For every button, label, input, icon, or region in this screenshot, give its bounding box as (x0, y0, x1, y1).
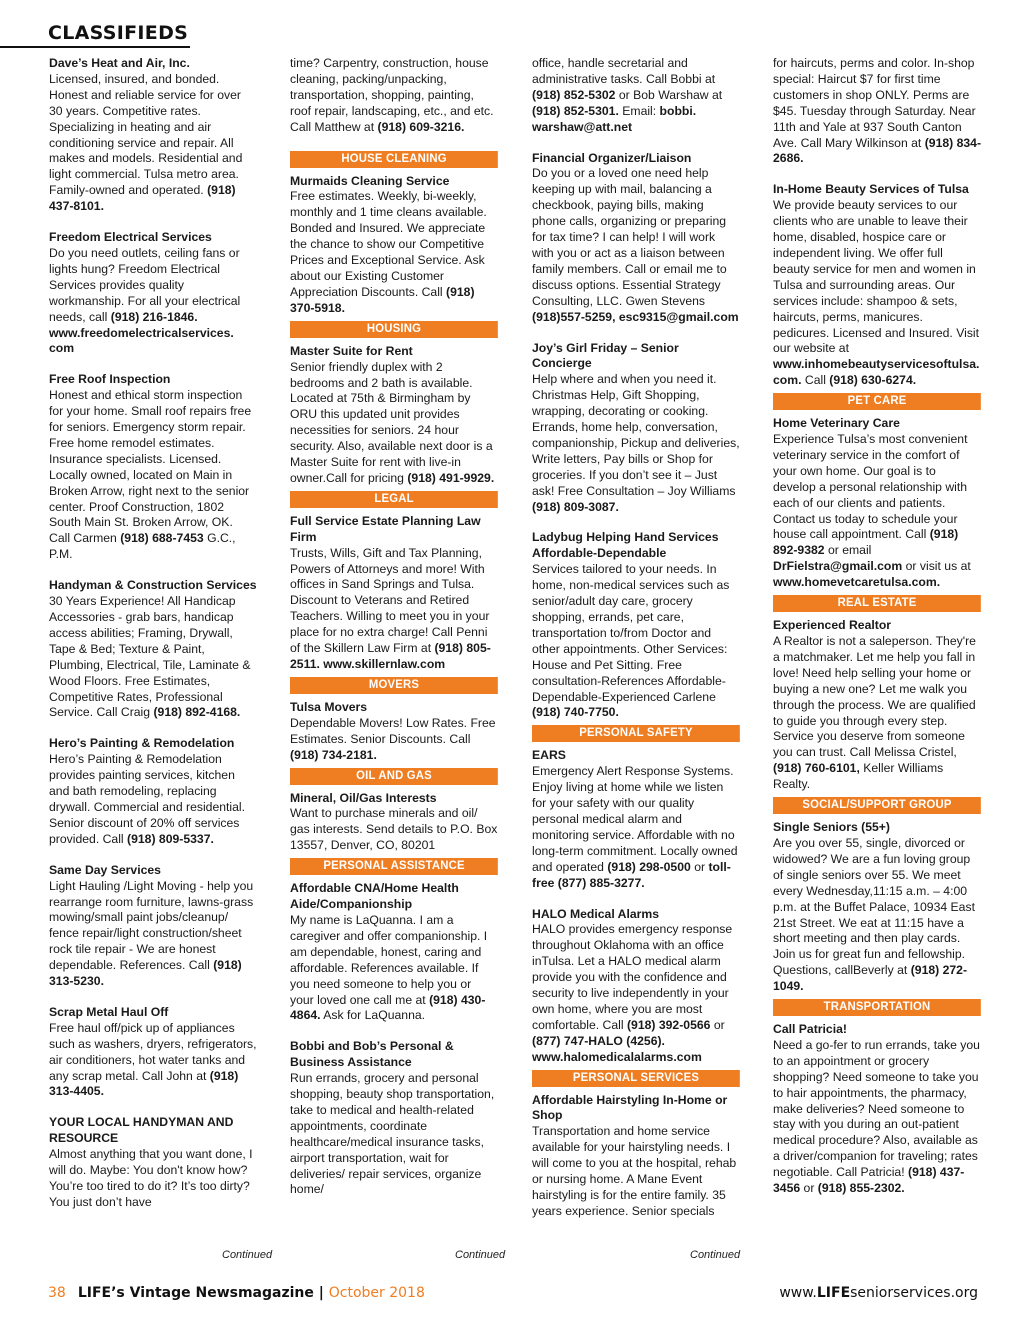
listing-body (49, 388, 257, 563)
category-band: PERSONAL SAFETY (532, 725, 740, 742)
listing-text: Trusts, Wills, Gift and Tax Planning, Powers of Attorneys and more! With offices in Sand Springs and Tulsa. Discount to Veterans and Retired Teachers. Willing to meet you in your place for no extra charge! Call Penni of the Skillern Law Firm at (290, 545, 490, 656)
listing (49, 56, 257, 215)
listing-contact: (918) 437-8101. (49, 183, 236, 214)
listing-title: Master Suite for Rent (290, 343, 414, 358)
listing-text: Run errands, grocery and personal shopping, beauty shop transportation, take to medical and health-related appointments, coordinate healthcare/medical insurance tasks, airport transportation, wait for deliveries/ repair services, organize home/ (290, 1071, 495, 1197)
category-band: SOCIAL/SUPPORT GROUP (773, 797, 981, 814)
listing-body (49, 246, 257, 357)
category-band: OIL AND GAS (290, 768, 498, 785)
listing (49, 230, 257, 357)
listing-contact: (918) 298-0500 (606, 859, 691, 874)
listing (290, 174, 498, 317)
listing-title: Hero’s Painting & Remodelation (49, 736, 235, 751)
listing-body (49, 72, 257, 215)
listing (532, 907, 740, 1066)
continued-listing (290, 56, 498, 136)
listing-contact: (918) 370-5918. (290, 284, 475, 315)
listing-contact: (918) 852-5301. (531, 103, 619, 118)
listing-contact: (918) 491-9929. (407, 470, 495, 485)
listing-title: Murmaids Cleaning Service (290, 173, 450, 188)
listing-title: HALO Medical Alarms (531, 906, 659, 921)
listing-body (290, 546, 498, 673)
continued-listing (532, 56, 740, 136)
listing (49, 578, 257, 721)
listing-body (773, 1038, 981, 1197)
classifieds-columns (49, 56, 984, 1220)
listing-title: Full Service Estate Planning Law Firm (290, 513, 481, 544)
column-3 (532, 56, 740, 1220)
listing (49, 1005, 257, 1100)
listing-body (532, 56, 740, 136)
listing-title: In-Home Beauty Services of Tulsa (772, 182, 969, 197)
listing-text: Call (801, 373, 830, 388)
listing (290, 881, 498, 1024)
listing-body (773, 432, 981, 591)
category-band: LEGAL (290, 491, 498, 508)
listing-contact: (918) 688-7453 (120, 531, 204, 546)
continued-label-3: Continued (690, 1249, 741, 1261)
listing-contact: (918) 734-2181. (290, 747, 378, 762)
listing-contact: (918) 430-4864. (290, 992, 486, 1023)
listing-contact: (918) 809-3087. (531, 499, 619, 514)
listing (290, 700, 498, 764)
listing-body (773, 198, 981, 389)
listing-title: Handyman & Construction Services (49, 578, 257, 593)
listing-text: Hero’s Painting & Remodelation provides painting services, kitchen and bath remodeling, replacing drywall. Commercial and residential. Senior discount of 20% off services provided. Call (49, 752, 246, 846)
listing-title: Same Day Services (49, 862, 161, 877)
listing (49, 736, 257, 847)
listing (532, 1093, 740, 1220)
listing-contact: toll-free (877) 885-3277. (531, 859, 731, 890)
listing-text: Transportation and home service available for your hairstyling needs. I will come to you at the hospital, rehab or nursing home. A Mane Event hairstyling is for the entire family. 35 years experience. Senior specials (531, 1124, 736, 1218)
listing-body (290, 913, 498, 1024)
listing-contact: (918)557-5259, esc9315@gmail.com (531, 309, 739, 324)
listing-text: or Bob Warshaw at (614, 87, 722, 102)
section-title: CLASSIFIEDS (48, 22, 189, 44)
listing-text: A Realtor is not a saleperson. They're a matchmaker. Let me help you fall in love! Need help selling your home or buying a new one? Let me walk you through the process. We are qualified to guide you through every step. Service you deserve from someone you can trust. Call Melissa Cristel, (772, 634, 976, 760)
listing-text: Almost anything that you want done, I will do. Maybe: You don't know how? You’re too tired to do it? It’s too dirty? You just don’t have (49, 1147, 253, 1209)
listing-contact: DrFielstra@gmail.com (772, 559, 903, 574)
category-band: PERSONAL SERVICES (532, 1070, 740, 1087)
listing-title: Affordable CNA/Home Health Aide/Companionship (290, 881, 460, 912)
listing-title: Single Seniors (55+) (772, 820, 890, 835)
listing (773, 1022, 981, 1197)
website-prefix: www. (779, 1285, 817, 1301)
listing-contact: (918) 852-5302 (531, 87, 615, 102)
listing-contact: (918) 892-4168. (153, 705, 241, 720)
listing-text: time? Carpentry, construction, house cleaning, packing/unpacking, transportation, shopping, painting, roof repair, landscaping, etc., and etc. Call Matthew at (290, 56, 494, 134)
listing-contact: (918) 805-2511. www.skillernlaw.com (290, 641, 492, 671)
listing-contact: (918) 216-1846. www.freedomelectricalservices. com (49, 309, 234, 356)
listing-text: HALO provides emergency response throughout Oklahoma with an office inTulsa. Let a HALO medical alarm provide you with the confidence and security to live independently in your own home, where you are most comfortable. Call (531, 922, 732, 1032)
listing-title: Scrap Metal Haul Off (49, 1004, 169, 1019)
continued-listing (773, 56, 981, 167)
listing (49, 863, 257, 990)
listing-contact: (918) 313-4405. (49, 1068, 239, 1099)
listing-text: Do you or a loved one need help keeping up with mail, balancing a checkbook, paying bills, making phone calls, organizing or preparing for tax time? I can help! I will work with you or act as a liaison between family members. Call or email me to discuss options. Essential Strategy Consulting, LLC. Gwen Stevens (531, 166, 727, 308)
listing-text: G.C., P.M. (49, 531, 236, 562)
listing (532, 530, 740, 721)
listing-body (290, 56, 498, 136)
listing-body (290, 1071, 498, 1198)
listing-body (532, 922, 740, 1065)
listing-title: Ladybug Helping Hand Services Affordable-Dependable (531, 530, 719, 561)
listing-body (49, 1147, 257, 1211)
category-band: HOUSE CLEANING (290, 151, 498, 168)
category-band: TRANSPORTATION (773, 999, 981, 1016)
listing-contact: (918) 892-9382 (772, 527, 958, 558)
website-suffix: seniorservices.org (850, 1285, 978, 1301)
category-band: REAL ESTATE (773, 595, 981, 612)
listing-title: Home Veterinary Care (772, 416, 900, 431)
listing-text: Free haul off/pick up of appliances such as washers, dryers, refrigerators, air conditioners, hot water tanks and any scrap metal. Call John at (49, 1020, 257, 1083)
listing-title: Tulsa Movers (290, 699, 368, 714)
listing-contact: (918) 609-3216. (377, 119, 465, 134)
listing-contact: (918) 809-5337. (127, 831, 214, 846)
listing (773, 820, 981, 995)
listing-text: Want to purchase minerals and oil/ gas interests. Send details to P.O. Box 13557, Denver, CO, 80201 (290, 806, 498, 853)
listing-contact: (918) 760-6101, (772, 761, 860, 776)
listing-title: Free Roof Inspection (49, 372, 171, 387)
category-band: PET CARE (773, 393, 981, 410)
listing-body (290, 360, 498, 487)
listing-text: Email: (618, 103, 660, 118)
listing (49, 1115, 257, 1210)
listing-body (532, 764, 740, 891)
listing-title: Dave’s Heat and Air, Inc. (49, 56, 190, 70)
listing-title: Experienced Realtor (772, 618, 891, 633)
listing-contact: bobbi. warshaw@att.net (531, 103, 696, 134)
listing-text: My name is LaQuanna. I am a caregiver and offer companionship. I am dependable, honest, caring and affordable. References available. If you need someone to help you or your loved one call me at (290, 912, 488, 1007)
listing-body (532, 1124, 740, 1219)
listing-body (532, 562, 740, 721)
listing-text: Services tailored to your needs. In home, non-medical services such as senior/adult day care, grocery shopping, errands, pet care, transportation to/from Doctor and other appointments. Other Services: House and Pet Sitting. Free consultation-References Affordable-Dependable-Experienced Carlene (531, 562, 729, 704)
listing-body (290, 806, 498, 854)
listing-body (290, 716, 498, 764)
listing-body (773, 836, 981, 995)
listing-text: office, handle secretarial and administrative tasks. Call Bobbi at (531, 56, 715, 86)
listing-title: Call Patricia! (772, 1022, 847, 1037)
listing-text: or (690, 859, 708, 874)
column-4 (773, 56, 981, 1220)
listing (773, 416, 981, 591)
listing-text: 30 Years Experience! All Handicap Accessories - grab bars, handicap access abilities; Framing, Drywall, Tape & Bed; Texture & Paint, Plumbing, Electrical, Tile, Laminate & Wood Floors. Free Estimates, Competitive Rates, Professional Service. Call Craig (49, 594, 251, 720)
footer-left (48, 1285, 425, 1301)
listing-body (49, 752, 257, 847)
listing-text: Emergency Alert Response Systems. Enjoy living at home while we listen for your safety with our quality personal medical alarm and monitoring service. Affordable with no long-term commitment. Locally owned and operated (531, 764, 738, 874)
listing-text: or email (824, 543, 872, 558)
listing (290, 1039, 498, 1198)
listing-title: Financial Organizer/Liaison (531, 150, 691, 165)
listing-text: for haircuts, perms and color. In-shop special: Haircut $7 for first time customers in shop ONLY. Perms are $45. Tuesday through Saturday. Near 11th and Yale at 937 South Canton Ave. Call Mary Wilkinson at (772, 56, 976, 150)
listing-contact: (918) 313-5230. (49, 958, 242, 989)
section-title-rule (0, 46, 190, 48)
listing (290, 791, 498, 855)
listing-title: EARS (531, 748, 566, 763)
listing-body (49, 594, 257, 721)
listing-body (773, 634, 981, 793)
listing-contact: (918) 855-2302. (817, 1181, 905, 1196)
listing-contact: (918) 834-2686. (772, 135, 981, 166)
listing-title: Affordable Hairstyling In-Home or Shop (531, 1092, 727, 1123)
listing (532, 341, 740, 516)
listing-text: Senior friendly duplex with 2 bedrooms and 2 bath is available. Located at 75th & Birmingham by ORU this updated unit provides necessities for seniors. 24 hour security. Also, available next door is a Master Suite for rent with live-in owner.Call for pricing (290, 359, 493, 485)
listing (773, 618, 981, 793)
listing-title: Bobbi and Bob’s Personal & Business Assistance (290, 1039, 454, 1070)
listing-contact: (918) 437-3456 (772, 1165, 965, 1196)
listing-text: Honest and ethical storm inspection for your home. Small roof repairs free for seniors. Emergency storm repair. Free home remodel estimates. Insurance specialists. Licensed. Locally owned, located on Main in Broken Arrow, right next to the senior center. Proof Construction, 1802 South Main St. Broken Arrow, OK. Call Carmen (49, 388, 252, 546)
continued-label-2: Continued (455, 1249, 506, 1261)
listing-text: Experience Tulsa’s most convenient veterinary service in the comfort of your own home. Our goal is to develop a personal relationship with each of our clients and patients. Contact us today to schedule your house call appointment. Call (772, 432, 968, 542)
listing-title: Mineral, Oil/Gas Interests (290, 790, 437, 805)
listing-text: Ask for LaQuanna. (320, 1008, 426, 1023)
listing-text: or visit us at (902, 559, 971, 574)
listing-contact: www.inhomebeautyservicesoftulsa. com. (772, 357, 980, 388)
listing-contact: (918) 272-1049. (772, 963, 967, 994)
column-1 (49, 56, 257, 1220)
listing (773, 182, 981, 389)
listing-body (290, 189, 498, 316)
listing (532, 151, 740, 326)
listing-text: Do you need outlets, ceiling fans or lights hung? Freedom Electrical Services provides quality workmanship. For all your electrical needs, call (49, 245, 241, 324)
listing-text: Keller Williams Realty. (772, 761, 944, 792)
listing-contact: (918) 392-0566 (626, 1017, 710, 1032)
footer-separator: | (313, 1285, 329, 1301)
issue-date: October 2018 (328, 1285, 425, 1301)
listing-text: Licensed, insured, and bonded. Honest and reliable service for over 30 years. Competitive rates. Specializing in heating and air conditioning service and repair. All makes and models. Residential and light commercial. Tulsa metro area. Family-owned and operated. (49, 71, 243, 198)
listing-text: Dependable Movers! Low Rates. Free Estimates. Senior Discounts. Call (290, 715, 496, 746)
listing-text: Free estimates. Weekly, bi-weekly, monthly and 1 time cleans available. Bonded and Insured. We appreciate the chance to show our Competitive Prices and Exceptional Service. Ask about our Existing Customer Appreciation Discounts. Call (290, 189, 488, 299)
listing-body (49, 1021, 257, 1101)
listing (532, 748, 740, 891)
listing-title: YOUR LOCAL HANDYMAN AND RESOURCE (49, 1115, 234, 1146)
column-2 (290, 56, 498, 1220)
listing-contact: www.homevetcaretulsa.com. (772, 575, 940, 590)
listing (49, 372, 257, 563)
magazine-name: LIFE’s Vintage Newsmagazine (77, 1285, 314, 1301)
page-number: 38 (48, 1285, 66, 1301)
listing-text: We provide beauty services to our clients who are unable to leave their home, disabled, hospice care or independent living. We offer full beauty service for men and women in Tulsa and surrounding areas. Our services include: shampoo & sets, haircuts, perms, manicures. pedicures. Licensed and Insured. Visit our website at (772, 198, 979, 356)
listing-body (773, 56, 981, 167)
category-band: MOVERS (290, 677, 498, 694)
category-band: HOUSING (290, 321, 498, 338)
listing-contact: (877) 747-HALO (4256). www.halomedicalalarms.com (531, 1033, 702, 1064)
listing (290, 514, 498, 673)
listing-title: Freedom Electrical Services (49, 230, 212, 245)
listing-text: Light Hauling /Light Moving - help you rearrange room furniture, lawns-grass mowing/small paint jobs/cleanup/ fence repair/light construction/sheet rock tile repair - We are honest dependable. References. Call (49, 878, 254, 973)
listing-contact: (918) 630-6274. (829, 373, 916, 388)
listing (290, 344, 498, 487)
listing-text: or (799, 1181, 818, 1196)
listing-title: Joy’s Girl Friday – Senior Concierge (531, 340, 679, 371)
continued-label-1: Continued (222, 1249, 273, 1261)
footer-website[interactable] (779, 1285, 978, 1301)
listing-text: or (709, 1017, 725, 1032)
category-band: PERSONAL ASSISTANCE (290, 858, 498, 875)
listing-contact: (918) 740-7750. (531, 705, 619, 720)
listing-body (532, 372, 740, 515)
listing-body (49, 879, 257, 990)
website-brand: LIFE (816, 1285, 851, 1301)
section-header (0, 22, 190, 48)
listing-text: Help where and when you need it. Christmas Help, Gift Shopping, wrapping, decorating or cooking. Errands, home help, conversation, companionship, Pickup and deliveries, Write letters, Pay bills or Shop for groceries. If you don’t see it – Just ask! Free Consultation – Joy Williams (531, 372, 740, 498)
listing-body (532, 166, 740, 325)
listing-text: Are you over 55, single, divorced or widowed? We are a fun loving group of single seniors over 55. We meet every Wednesday,11:15 a.m. – 4:00 p.m. at the Buffet Palace, 10934 East 21st Street. We eat at 11:15 have a short meeting and then play cards. Join us for great fun and fellowship. Questions, callBeverly at (772, 835, 975, 978)
listing-text: Need a go-fer to run errands, take you to an appointment or grocery shopping? Need someone to take you to hair appointments, the pharmacy, make deliveries? Need someone to stay with you during an out-patient medical procedure? Also, available as a driver/companion for traveling; rates negotiable. Call Patricia! (772, 1037, 980, 1180)
